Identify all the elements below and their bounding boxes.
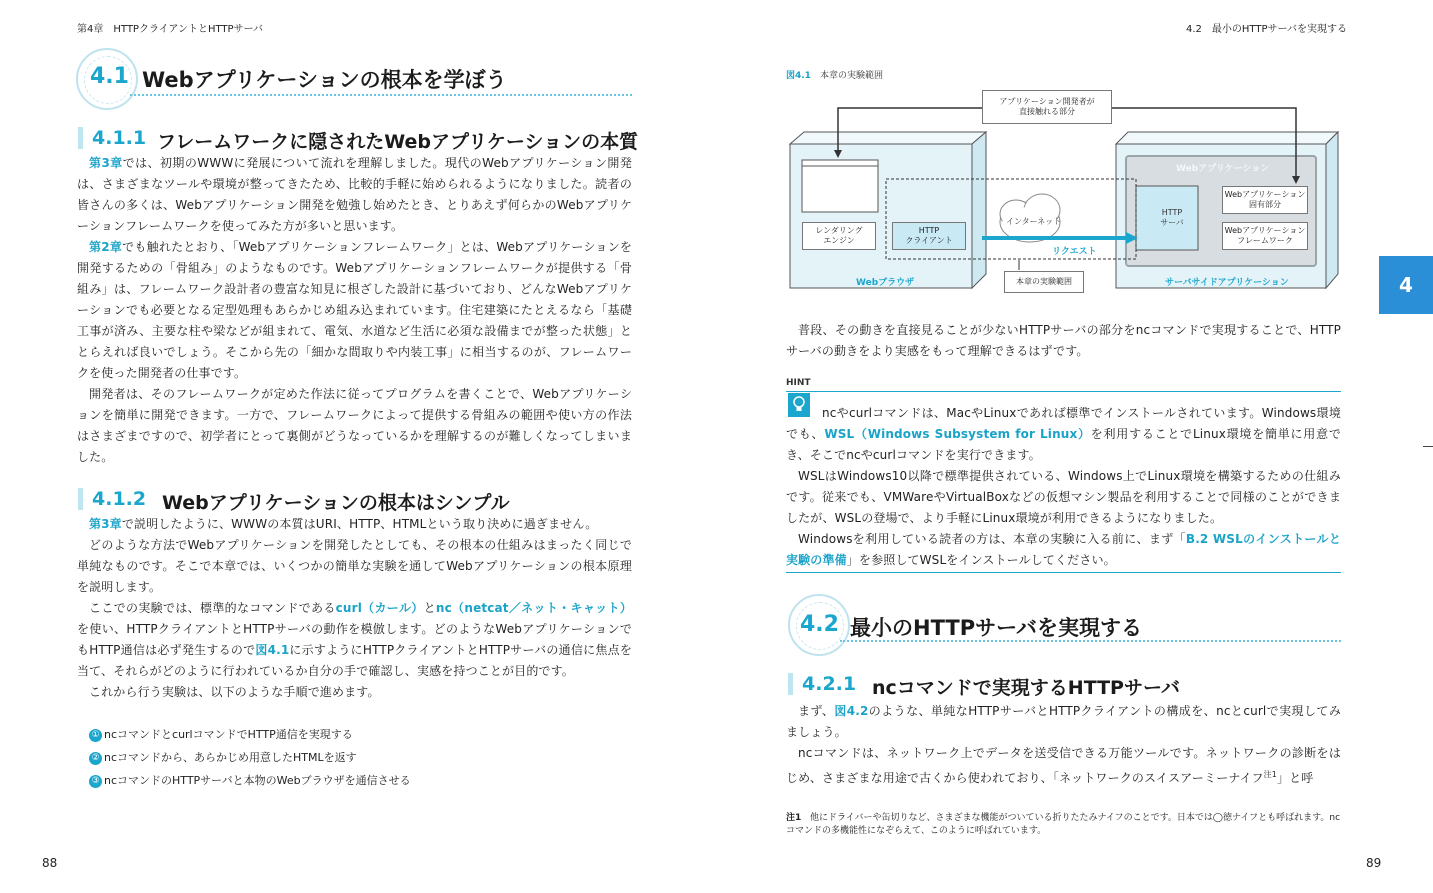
step-item: ③ ncコマンドのHTTPサーバと本物のWebブラウザを通信させる xyxy=(89,772,411,788)
intro-paragraph: 普段、その動きを直接見ることが少ないHTTPサーバの部分をncコマンドで実現することで、HTTPサーバの動きをより実感をもって理解できるはずです。 xyxy=(786,323,1341,358)
subsection-bar xyxy=(788,673,793,695)
appendix-link[interactable]: B.2 WSLのインストールと実験の準備 xyxy=(786,532,1341,567)
running-head-right: 4.2 最小のHTTPサーバを実現する xyxy=(1186,24,1347,35)
rendering-engine-box: レンダリング エンジン xyxy=(802,222,876,250)
wsl-link[interactable]: WSL（Windows Subsystem for Linux） xyxy=(824,427,1091,441)
subsection-bar xyxy=(78,488,83,510)
nc-ref: nc（netcat／ネット・キャット） xyxy=(435,601,632,615)
hint-label: HINT xyxy=(786,378,811,388)
scope-label-box: 本章の実験範囲 xyxy=(1004,271,1084,293)
webapp-framework-box: Webアプリケーション フレームワーク xyxy=(1222,222,1308,250)
step-item: ① ncコマンドとcurlコマンドでHTTP通信を実現する xyxy=(89,726,353,742)
hint-bottom-rule xyxy=(786,572,1341,573)
subsection-number: 4.1.1 xyxy=(92,127,147,149)
subsection-title: ncコマンドで実現するHTTPサーバ xyxy=(872,677,1181,699)
section-rule xyxy=(840,640,1341,642)
webapp-specific-box: Webアプリケーション 固有部分 xyxy=(1222,186,1308,214)
hint-top-rule xyxy=(786,391,1341,392)
body-text-4-1-1: 第3章では、初期のWWWに発展について流れを理解しました。現代のWebアプリケーション開発は、さまざまなツールや環境が整ってきたため、比較的手軽に始められるようになりました。読者の皆さんの多くは、Webアプリケーション開発を勉強し始めたとき、とりあえず何らかのWebアプリケーションフレームワークを使ってみた方が多いと思います。 第2章でも触れたとおり、「Webアプリケーションフレームワーク」とは、Webアプリケーションを開発するための「骨組み」のようなものです。Webアプリケーションフレームワークが提供する「骨組み」は、フレームワーク設計者の豊富な知見に根ざした設計に基づいており、どんなWebアプリケーションでも必要となる定型処理もあらかじめ組み込まれています。住宅建築にたとえるなら「基礎工事が済み、主要な柱や梁などが組まれて、電気、水道など生活に必須な設備までが整った状態」ととらえれば良いでしょう。そこから先の「細かな間取りや内装工事」に相当するのが、フレームワークを使った開発者の仕事です。 開発者は、そのフレームワークが定めた作法に従ってプログラムを書くことで、Webアプリケーションを簡単に開発できます。一方で、フレームワークによって提供する骨組みの範囲や使い方の作法はさまざまですので、初学者にとって裏側がどうなっているかを理解するのが難しくなってしまいました。 xyxy=(77,156,632,464)
section-number: 4.1 xyxy=(90,64,129,89)
step-item: ② ncコマンドから、あらかじめ用意したHTMLを返す xyxy=(89,749,357,765)
section-rule xyxy=(130,94,632,96)
footnote-ref[interactable]: 注1 xyxy=(1263,770,1277,779)
request-label: リクエスト xyxy=(1052,247,1097,257)
figure-ref[interactable]: 図4.1 xyxy=(255,643,290,657)
browser-label: Webブラウザ xyxy=(856,278,915,288)
chapter-ref[interactable]: 第3章 xyxy=(89,517,122,531)
body-text-4-1-2: 第3章で説明したように、WWWの本質はURI、HTTP、HTMLという取り決めに過ぎません。 どのような方法でWebアプリケーションを開発したとしても、その根本の仕組みはまったく同じで単純なものです。そこで本章では、いくつかの簡単な実験を通してWebアプリケーションの根本原理を説明します。 ここでの実験では、標準的なコマンドであるcurl（カール）とnc（netcat／ネット・キャット）を使い、HTTPクライアントとHTTPサーバの動作を模倣します。どのようなWebアプリケーションでもHTTP通信は必ず発生するので図4.1に示すようにHTTPクライアントとHTTPサーバの通信に焦点を当て、それらがどのように行われているか自分の手で確認し、実感を持つことが目的です。 これから行う実験は、以下のような手順で進めます。 xyxy=(77,517,632,699)
margin-mark xyxy=(1423,446,1433,447)
hint-body: ncやcurlコマンドは、MacやLinuxであれば標準でインストールされています。Windows環境でも、WSL（Windows Subsystem for Linux）を利用することでLinux環境を簡単に用意でき、そこでncやcurlコマンドを実行できます。 WSLはWindows10以降で標準提供されている、Windows上でLinux環境を構築するための仕組みです。従来でも、VMWareやVirtualBoxなどの仮想マシン製品を利用することで同様のことができましたが、WSLの登場で、より手軽にLinux環境が利用できるようになりました。 Windowsを利用している読者の方は、本章の実験に入る前に、まず「B.2 WSLのインストールと実験の準備」を参照してWSLをインストールしてください。 xyxy=(786,406,1341,567)
chapter-ref[interactable]: 第2章 xyxy=(89,240,123,254)
server-side-label: サーバサイドアプリケーション xyxy=(1165,278,1289,288)
subsection-title: フレームワークに隠されたWebアプリケーションの本質 xyxy=(157,131,639,153)
page-number-right: 89 xyxy=(1366,856,1382,870)
subsection-bar xyxy=(78,127,83,149)
chapter-ref[interactable]: 第3章 xyxy=(89,156,123,170)
subsection-number: 4.2.1 xyxy=(802,673,857,695)
section-title: Webアプリケーションの根本を学ぼう xyxy=(142,68,507,92)
subsection-number: 4.1.2 xyxy=(92,488,147,510)
page-number-left: 88 xyxy=(42,856,58,870)
body-text-4-2-1: まず、図4.2のような、単純なHTTPサーバとHTTPクライアントの構成を、ncとcurlで実現してみましょう。 ncコマンドは、ネットワーク上でデータを送受信できる万能ツールです。ネットワークの診断をはじめ、さまざまな用途で古くから使われており、「ネットワークのスイスアーミーナイフ$^{注1}$」と呼 xyxy=(786,704,1341,785)
section-title: 最小のHTTPサーバを実現する xyxy=(850,616,1143,640)
chapter-tab[interactable]: 4 xyxy=(1379,256,1433,314)
figure-ref[interactable]: 図4.2 xyxy=(834,704,869,718)
running-head-left: 第4章 HTTPクライアントとHTTPサーバ xyxy=(77,24,264,35)
figure-caption: 図4.1 本章の実験範囲 xyxy=(786,71,883,81)
right-page xyxy=(716,0,1433,893)
internet-label: インターネット xyxy=(1006,217,1062,226)
http-client-box: HTTP クライアント xyxy=(892,222,966,250)
webapp-label: Webアプリケーション xyxy=(1176,164,1270,174)
http-server-label: HTTP サーバ xyxy=(1160,208,1184,227)
curl-ref: curl（カール） xyxy=(335,601,424,615)
callout-developer-area: アプリケーション開発者が 直接触れる部分 xyxy=(982,90,1112,124)
left-page xyxy=(0,0,716,893)
footnote: 注1 他にドライバーや缶切りなど、さまざまな機能がついている折りたたみナイフのことです。日本では◯徳ナイフとも呼ばれます。ncコマンドの多機能性になぞらえて、このように呼ばれています。 xyxy=(786,813,1341,836)
section-number: 4.2 xyxy=(800,612,839,637)
subsection-title: Webアプリケーションの根本はシンプル xyxy=(162,492,510,514)
